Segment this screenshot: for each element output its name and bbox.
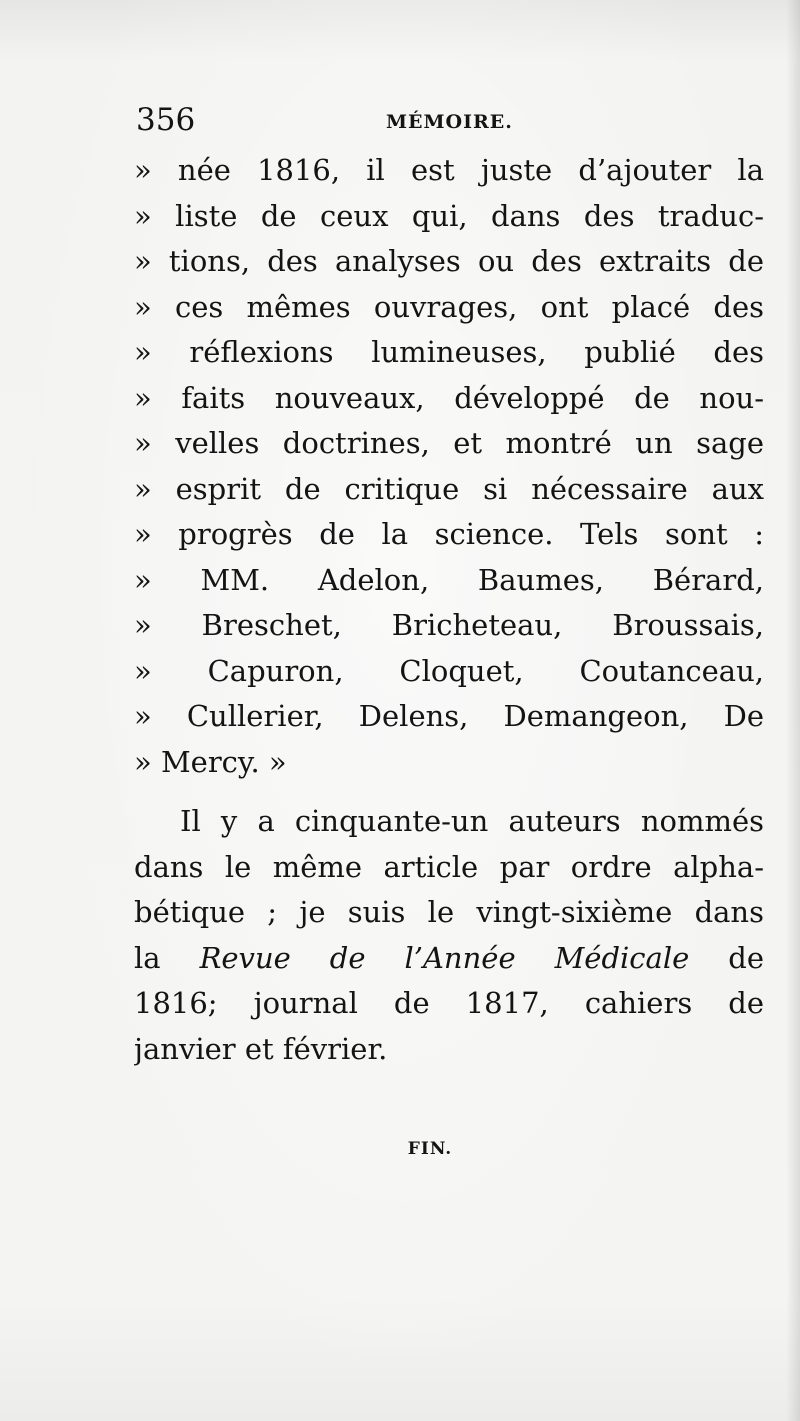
page-edge-shadow bbox=[786, 0, 800, 1421]
page-number: 356 bbox=[136, 102, 196, 138]
text-line-16: dans le même article par ordre alpha- bbox=[134, 849, 764, 884]
text-line-9: » progrès de la science. Tels sont : bbox=[134, 517, 764, 551]
paragraph-gap bbox=[134, 785, 764, 799]
text-line-18-start: la bbox=[134, 940, 200, 975]
page-header bbox=[136, 98, 756, 142]
running-title: MÉMOIRE. bbox=[386, 111, 513, 133]
text-line-14: » Mercy. » bbox=[134, 744, 287, 779]
text-line-12: » Capuron, Cloquet, Coutanceau, bbox=[134, 653, 764, 688]
text-line-7: » velles doctrines, et montré un sage bbox=[134, 426, 764, 460]
text-line-3: » tions, des analyses ou des extraits de bbox=[134, 244, 764, 278]
text-line-10: » MM. Adelon, Baumes, Bérard, bbox=[134, 562, 764, 597]
body-text bbox=[134, 148, 764, 1072]
text-line-15: Il y a cinquante-un auteurs nommés bbox=[180, 804, 764, 838]
text-line-2: » liste de ceux qui, dans des traduc- bbox=[134, 198, 764, 233]
journal-title-italic: Revue de l’Année Médicale bbox=[199, 940, 690, 975]
text-line-18 bbox=[134, 936, 764, 982]
text-line-13: » Cullerier, Delens, Demangeon, De bbox=[134, 699, 764, 733]
text-line-17: bétique ; je suis le vingt-sixième dans bbox=[134, 895, 764, 929]
text-line-11: » Breschet, Bricheteau, Broussais, bbox=[134, 608, 764, 642]
text-line-18-end: de bbox=[689, 940, 764, 975]
text-line-6: » faits nouveaux, développé de nou- bbox=[134, 380, 764, 415]
text-line-5: » réflexions lumineuses, publié des bbox=[134, 335, 764, 369]
text-line-8: » esprit de critique si nécessaire aux bbox=[134, 471, 764, 506]
text-line-19: 1816; journal de 1817, cahiers de bbox=[134, 986, 764, 1020]
text-line-4: » ces mêmes ouvrages, ont placé des bbox=[134, 289, 764, 324]
text-line-1: » née 1816, il est juste d’ajouter la bbox=[134, 153, 764, 187]
text-line-20: janvier et février. bbox=[134, 1031, 388, 1066]
fin-marker: FIN. bbox=[407, 1139, 453, 1159]
